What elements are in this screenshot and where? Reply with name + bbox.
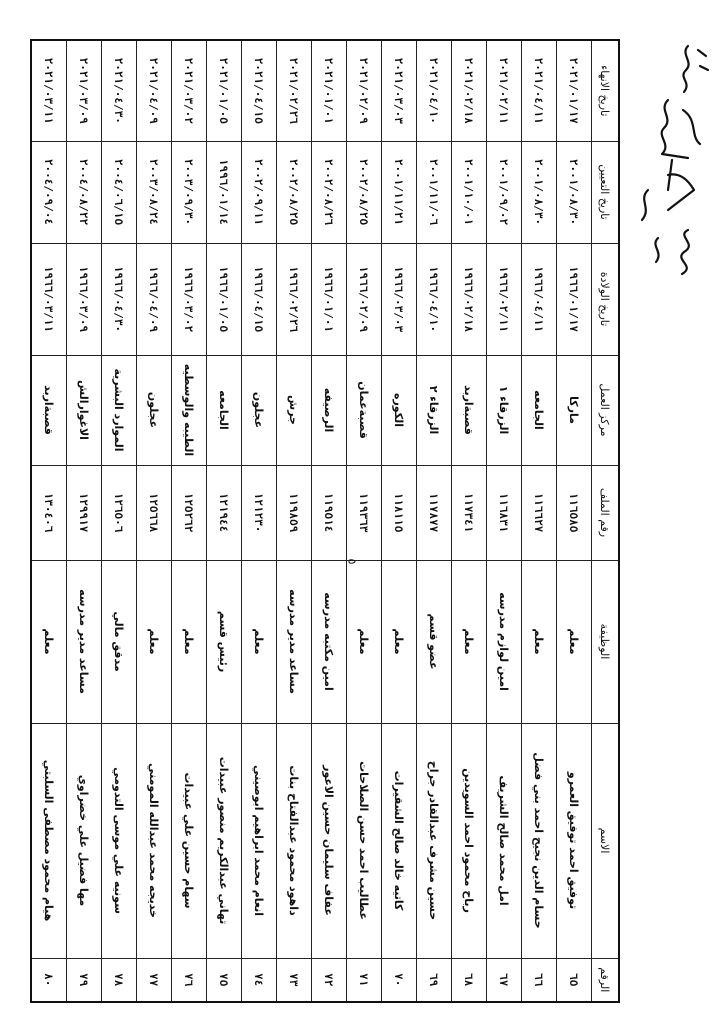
work-center-cell: الزرقاء ٢ [417,355,452,465]
page-number: ٥ [345,558,359,565]
hire-date-cell: ٢٠٠٤/٠٨/٢٢ [67,141,102,243]
table-row [67,40,102,1002]
table-header-row [592,40,620,1002]
table-row [137,40,172,1002]
employee-name-cell: تهاني عبدالكريم منصور عبيدات [207,723,242,958]
work-center-cell: الجامعه [522,355,557,465]
header-birth-date: تاريخ الولادة [592,243,620,355]
table-row [487,40,522,1002]
row-number-cell: ٧٤ [242,958,277,1002]
birth-date-cell: ١٩٦٦/٠٤/١٥ [242,243,277,355]
table-row [102,40,137,1002]
row-number-cell: ٦٦ [522,958,557,1002]
end-date-cell: ٢٠٢١/٠٤/١٥ [242,40,277,141]
table-row [557,40,592,1002]
employee-name-cell: حسام الدين نجيح احمد بني فضل [522,723,557,958]
header-end-date: تاريخ الانهاء [592,40,620,141]
employee-name-cell: مها فضيل علي خضراوي [67,723,102,958]
handwritten-signature [628,40,718,280]
hire-date-cell: ٢٠٠١/١١/٠٦ [417,141,452,243]
table-row [417,40,452,1002]
work-center-cell: الكوره [382,355,417,465]
hire-date-cell: ٢٠٠٢/٠٨/٢٥ [347,141,382,243]
employee-name-cell: رباح محمود احمد السويدين [452,723,487,958]
birth-date-cell: ١٩٦٦/٠٣/٠٣ [382,243,417,355]
row-number-cell: ٦٧ [487,958,522,1002]
row-number-cell: ٧٣ [277,958,312,1002]
job-title-cell: معلم [172,560,207,723]
birth-date-cell: ١٩٦٦/٠٣/٠٢ [172,243,207,355]
hire-date-cell: ٢٠٠٤/٠٩/٠٤ [31,141,67,243]
row-number-cell: ٦٨ [452,958,487,1002]
employee-name-cell: عفاف سليمان حسين الاعور [312,723,347,958]
work-center-cell: الزرقاء ١ [487,355,522,465]
row-number-cell: ٧٧ [137,958,172,1002]
end-date-cell: ٢٠٢١/٠٣/٠٢ [172,40,207,141]
employee-name-cell: كاتيه خالد صالح الشقيرات [382,723,417,958]
file-number-cell: ١١٦٨٣١ [487,465,522,560]
end-date-cell: ٢٠٢١/٠٢/١٨ [452,40,487,141]
file-number-cell: ١١٩٨٥٩ [277,465,312,560]
work-center-cell: ماركا [557,355,592,465]
file-number-cell: ١١٧٣٤١ [452,465,487,560]
table-row [452,40,487,1002]
birth-date-cell: ١٩٦٦/٠١/٠٥ [207,243,242,355]
employee-name-cell: خديجه محمد عبدالله المومني [137,723,172,958]
end-date-cell: ٢٠٢١/٠٣/٠٣ [382,40,417,141]
birth-date-cell: ١٩٦٦/٠١/٠١ [312,243,347,355]
job-title-cell: معلم [557,560,592,723]
file-number-cell: ١٢١٩٤٤ [207,465,242,560]
employee-name-cell: هيام محمود مصطفى السلبتي [31,723,67,958]
file-number-cell: ١١٦٥٨٥ [557,465,592,560]
job-title-cell: رئيس قسم [207,560,242,723]
job-title-cell: معلم [347,560,382,723]
birth-date-cell: ١٩٦٦/٠١/١٧ [557,243,592,355]
hire-date-cell: ٢٠٠١/٠٨/٣٠ [522,141,557,243]
work-center-cell: عجلون [137,355,172,465]
end-date-cell: ٢٠٢١/٠١/٠٥ [207,40,242,141]
work-center-cell: عجلون [242,355,277,465]
end-date-cell: ٢٠٢١/٠٤/١١ [522,40,557,141]
birth-date-cell: ١٩٦٦/٠٢/١٨ [452,243,487,355]
table-row [31,40,67,1002]
row-number-cell: ٦٩ [417,958,452,1002]
hire-date-cell: ٢٠٠١/١٠/٠١ [452,141,487,243]
work-center-cell: الرصيفه [312,355,347,465]
file-number-cell: ١١٨١١٥ [382,465,417,560]
header-job: الوظيفة [592,560,620,723]
file-number-cell: ١١٧٨٧٧ [417,465,452,560]
work-center-cell: الطيبه والوسطيه [172,355,207,465]
employee-name-cell: امل محمد صالح الشريف [487,723,522,958]
work-center-cell: قصبةعمان [347,355,382,465]
job-title-cell: معلم [31,560,67,723]
hire-date-cell: ٢٠٠٣/٠٨/٢٤ [137,141,172,243]
table-row [347,40,382,1002]
table-row [277,40,312,1002]
end-date-cell: ٢٠٢١/٠١/٠١ [312,40,347,141]
table-row [522,40,557,1002]
job-title-cell: معلم [382,560,417,723]
employee-name-cell: حسين مشرف عبدالقادر جراح [417,723,452,958]
birth-date-cell: ١٩٦٦/٠٣/٠٩ [67,243,102,355]
file-number-cell: ١٢٩٩١٧ [67,465,102,560]
end-date-cell: ٢٠٢١/٠٤/٠٩ [137,40,172,141]
job-title-cell: معلم [522,560,557,723]
job-title-cell: عضو قسم [417,560,452,723]
table-row [172,40,207,1002]
end-date-cell: ٢٠٢١/٠٢/٢٦ [277,40,312,141]
employee-table [30,39,620,1003]
birth-date-cell: ١٩٦٦/٠٢/٠٩ [347,243,382,355]
row-number-cell: ٧٦ [172,958,207,1002]
employee-name-cell: سونيه علي موسى التدومي [102,723,137,958]
work-center-cell: جرش [277,355,312,465]
header-name: الاسم [592,723,620,958]
row-number-cell: ٦٥ [557,958,592,1002]
table-row [242,40,277,1002]
job-title-cell: مساعد مدير مدرسه [277,560,312,723]
job-title-cell: امين لوازم مدرسه [487,560,522,723]
birth-date-cell: ١٩٦٦/٠٣/١١ [31,243,67,355]
job-title-cell: معلم [242,560,277,723]
birth-date-cell: ١٩٦٦/٠٤/١٠ [417,243,452,355]
rotated-page-content [37,39,620,1001]
hire-date-cell: ٢٠٠٢/٠٩/١١ [242,141,277,243]
end-date-cell: ٢٠٢١/٠٢/٠٩ [347,40,382,141]
end-date-cell: ٢٠٢١/٠١/١٧ [557,40,592,141]
file-number-cell: ١٢٥٦٦٨ [137,465,172,560]
file-number-cell: ١٢٥٢٦٢ [172,465,207,560]
employee-name-cell: عطاليب احمد حسن الصلاحات [347,723,382,958]
employee-name-cell: توفيق احمد توفيق العمرو [557,723,592,958]
end-date-cell: ٢٠٢١/٠٢/١١ [487,40,522,141]
end-date-cell: ٢٠٢١/٠٤/٣٠ [102,40,137,141]
birth-date-cell: ١٩٦٦/٠٤/٠٩ [137,243,172,355]
row-number-cell: ٧٩ [67,958,102,1002]
employee-name-cell: انعام محمد ابراهيم ابوصيني [242,723,277,958]
hire-date-cell: ٢٠٠٢/٠٨/٢٦ [312,141,347,243]
end-date-cell: ٢٠٢١/٠٣/٠٩ [67,40,102,141]
row-number-cell: ٨٠ [31,958,67,1002]
job-title-cell: مساعد مدير مدرسه [67,560,102,723]
table-row [312,40,347,1002]
hire-date-cell: ٢٠٠٣/٠٩/٣٠ [172,141,207,243]
row-number-cell: ٧٢ [312,958,347,1002]
work-center-cell: قصبةاربد [452,355,487,465]
hire-date-cell: ٢٠٠٢/٠٨/٢٥ [277,141,312,243]
file-number-cell: ١٢١٢٣٠ [242,465,277,560]
file-number-cell: ١١٩٣٦٣ [347,465,382,560]
table-row [207,40,242,1002]
hire-date-cell: ٢٠٠٤/٠٦/١٥ [102,141,137,243]
hire-date-cell: ١٩٩٦/٠١/١٤ [207,141,242,243]
row-number-cell: ٧٠ [382,958,417,1002]
birth-date-cell: ١٩٦٦/٠٤/٣٠ [102,243,137,355]
hire-date-cell: ٢٠٠١/٠٩/٠٢ [487,141,522,243]
end-date-cell: ٢٠٢١/٠٤/١٠ [417,40,452,141]
employee-name-cell: داهود محمود عبدالفتاح بنات [277,723,312,958]
header-work-center: مركز العمل [592,355,620,465]
file-number-cell: ١١٩٥١٤ [312,465,347,560]
job-title-cell: معلم [452,560,487,723]
rotation-wrapper [37,39,620,1001]
row-number-cell: ٧٥ [207,958,242,1002]
row-number-cell: ٧٨ [102,958,137,1002]
header-number: الرقم [592,958,620,1002]
table-row [382,40,417,1002]
hire-date-cell: ٢٠٠١/٠٨/٣٠ [557,141,592,243]
work-center-cell: قصبةاربد [31,355,67,465]
employee-name-cell: سهام حسين علي عبيدات [172,723,207,958]
birth-date-cell: ١٩٦٦/٠٢/١١ [487,243,522,355]
hire-date-cell: ٢٠٠١/١١/٢١ [382,141,417,243]
header-file-number: رقم الملف [592,465,620,560]
birth-date-cell: ١٩٦٦/٠٤/١١ [522,243,557,355]
file-number-cell: ١٢٦٥٠٦ [102,465,137,560]
work-center-cell: الجامعه [207,355,242,465]
job-title-cell: امين مكتبه مدرسه [312,560,347,723]
file-number-cell: ١٣٠٤٠٦ [31,465,67,560]
row-number-cell: ٧١ [347,958,382,1002]
file-number-cell: ١١٦٦٢٧ [522,465,557,560]
job-title-cell: مدقق مالي [102,560,137,723]
job-title-cell: معلم [137,560,172,723]
work-center-cell: الاغوارالش [67,355,102,465]
end-date-cell: ٢٠٢١/٠٣/١١ [31,40,67,141]
work-center-cell: الموارد البشرية [102,355,137,465]
birth-date-cell: ١٩٦٦/٠٢/٢٦ [277,243,312,355]
header-hire-date: تاريخ التعيين [592,141,620,243]
